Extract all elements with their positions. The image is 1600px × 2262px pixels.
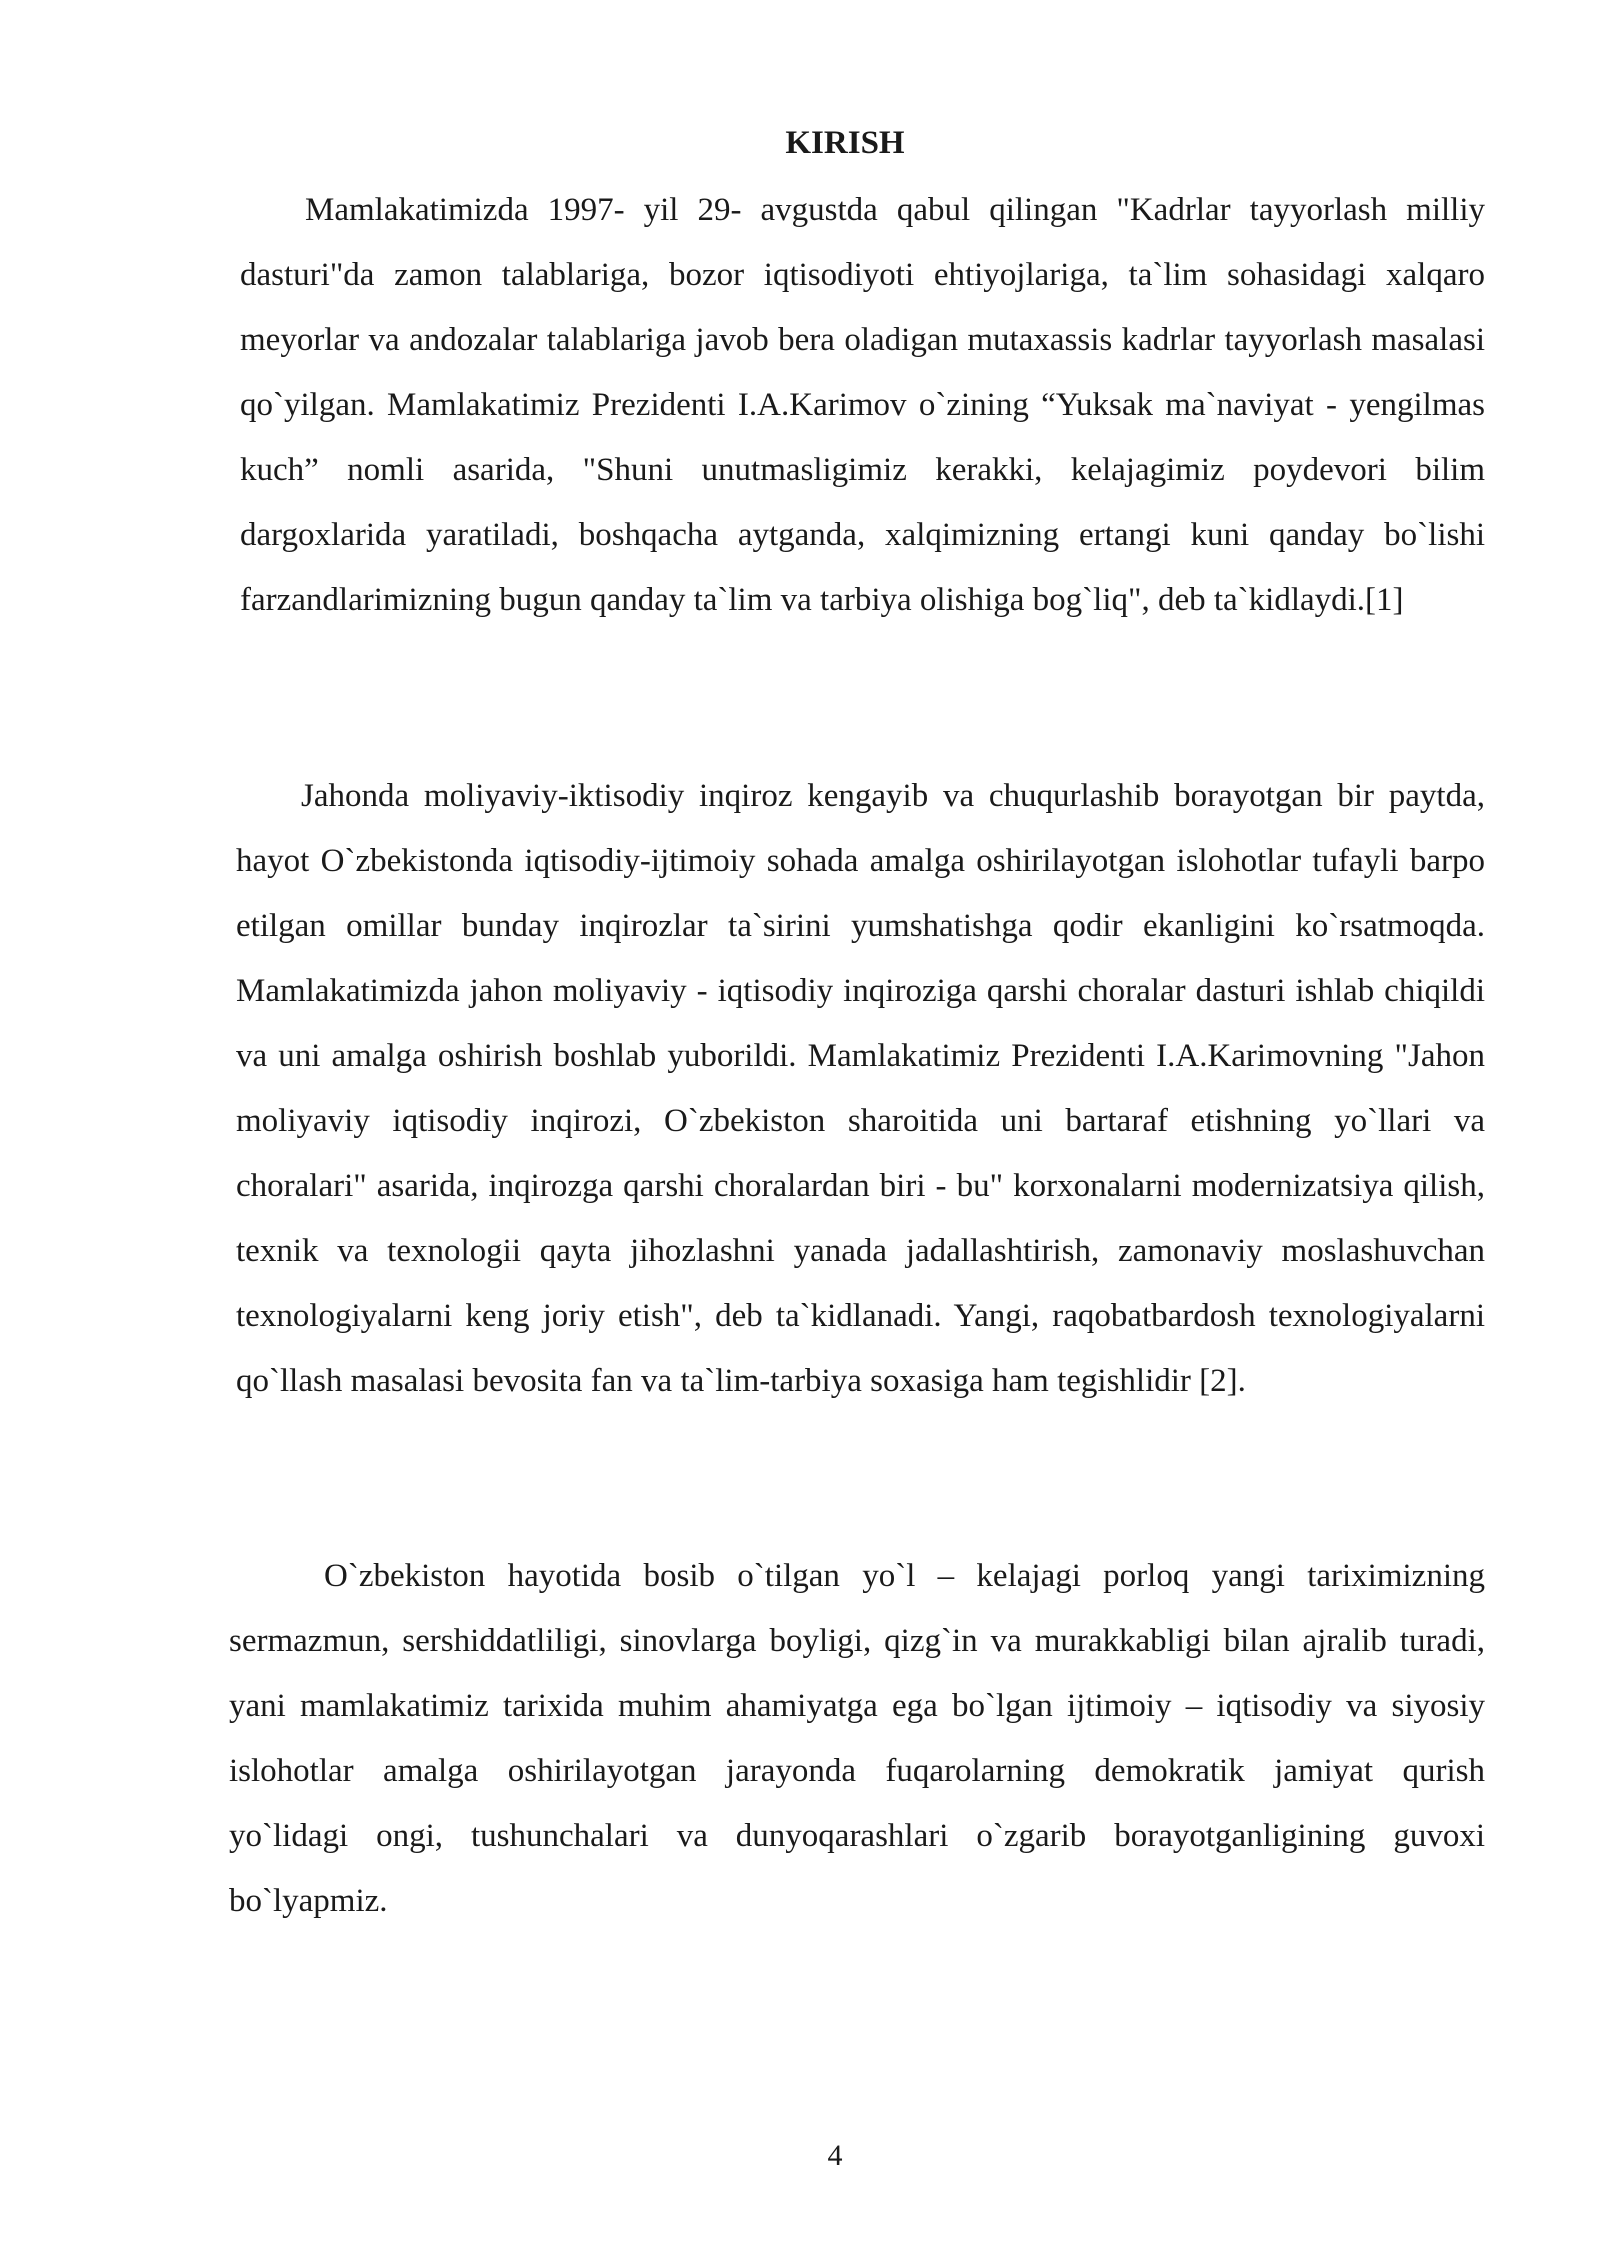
page-number: 4: [827, 2139, 843, 2172]
paragraph-2: Jahonda moliyaviy-iktisodiy inqiroz kengayib va chuqurlashib borayotgan bir paytda, hayot O`zbekistonda iqtisodiy-ijtimoiy sohada amalga oshirilayotgan islohotlar tufayli barpo etilgan omillar bunday inqirozlar ta`sirini yumshatishga qodir ekanligini ko`rsatmoqda. Mamlakatimizda jahon moliyaviy - iqtisodiy inqiroziga qarshi choralar dasturi ishlab chiqildi va uni amalga oshirish boshlab yuborildi. Mamlakatimiz Prezidenti I.A.Karimovning "Jahon moliyaviy iqtisodiy inqirozi, O`zbekiston sharoitida uni bartaraf etishning yo`llari va choralari" asarida, inqirozga qarshi choralardan biri - bu" korxonalarni modernizatsiya qilish, texnik va texnologii qayta jihozlashni yanada jadallashtirish, zamonaviy moslashuvchan texnologiyalarni keng joriy etish", deb ta`kidlanadi. Yangi, raqobatbardosh texnologiyalarni qo`llash masalasi bevosita fan va ta`lim-tarbiya soxasiga ham tegishlidir [2].: [236, 778, 1485, 1399]
paragraph-1: Mamlakatimizda 1997- yil 29- avgustda qabul qilingan "Kadrlar tayyorlash milliy dasturi"da zamon talablariga, bozor iqtisodiyoti ehtiyojlariga, ta`lim sohasidagi xalqaro meyorlar va andozalar talablariga javob bera oladigan mutaxassis kadrlar tayyorlash masalasi qo`yilgan. Mamlakatimiz Prezidenti I.A.Karimov o`zining “Yuksak ma`naviyat - yengilmas kuch” nomli asarida, "Shuni unutmasligimiz kerakki, kelajagimiz poydevori bilim dargoxlarida yaratiladi, boshqacha aytganda, xalqimizning ertangi kuni qanday bo`lishi farzandlarimizning bugun qanday ta`lim va tarbiya olishiga bog`liq", deb ta`kidlaydi.[1]: [240, 192, 1485, 618]
page-title: KIRISH: [785, 125, 905, 161]
paragraph-3: O`zbekiston hayotida bosib o`tilgan yo`l – kelajagi porloq yangi tariximizning sermazmun, sershiddatliligi, sinovlarga boyligi, qizg`in va murakkabligi bilan ajralib turadi, yani mamlakatimiz tarixida muhim ahamiyatga ega bo`lgan ijtimoiy – iqtisodiy va siyosiy islohotlar amalga oshirilayotgan jarayonda fuqarolarning demokratik jamiyat qurish yo`lidagi ongi, tushunchalari va dunyoqarashlari o`zgarib borayotganligining guvoxi bo`lyapmiz.: [229, 1558, 1485, 1919]
